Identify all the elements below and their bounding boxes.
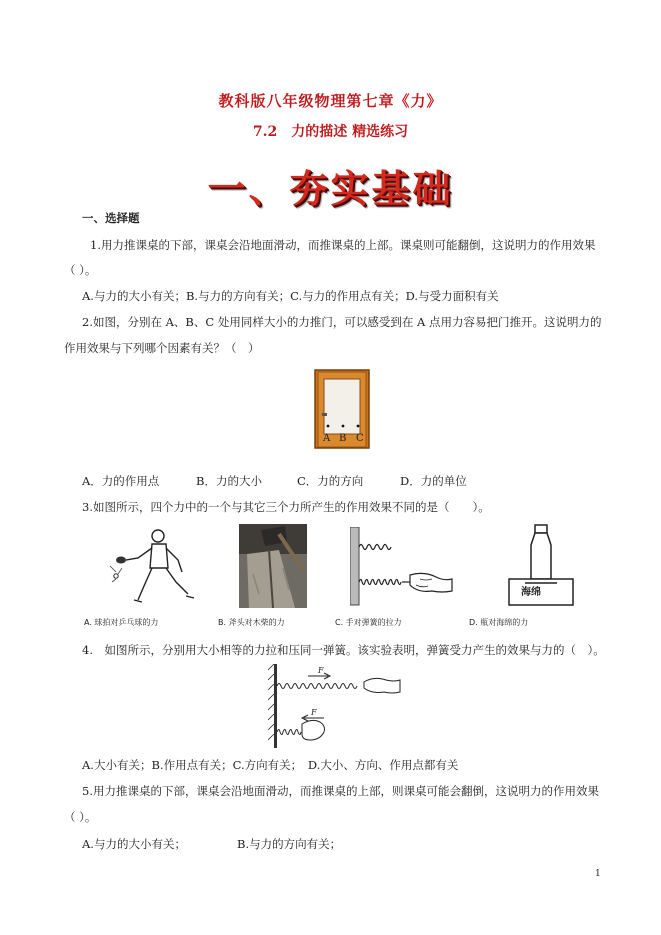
spring-stretched bbox=[359, 580, 401, 585]
force-label-top: F bbox=[318, 666, 324, 675]
q5-option-b: B.与力的方向有关； bbox=[237, 837, 342, 851]
axe-wood-photo bbox=[239, 524, 307, 608]
hand-icon bbox=[410, 573, 452, 592]
document-subtitle: 7.2 力的描述 精选练习 bbox=[252, 124, 409, 140]
q1-options: A.与力的大小有关；B.与力的方向有关；C.与力的作用点有关；D.与受力面积有关 bbox=[82, 289, 499, 303]
q3-line1: 3.如图所示，四个力中的一个与其它三个力所产生的作用效果不同的是（ ）。 bbox=[82, 500, 490, 514]
q3-caption-b: B. 斧头对木柴的力 bbox=[218, 618, 285, 627]
point-c bbox=[357, 425, 360, 428]
q3-caption-d: D. 瓶对海绵的力 bbox=[469, 618, 529, 627]
spring-push-pull-figure bbox=[268, 664, 408, 748]
section-banner: 一、夯实基础 bbox=[207, 167, 454, 211]
q5-line1: 5.用力推课桌的下部，课桌会沿地面滑动，而推课桌的上部，则课桌可能会翻倒，这说明力的作用效果 bbox=[82, 784, 599, 798]
ping-pong-figure bbox=[108, 524, 198, 608]
q4-line1: 4. 如图所示，分别用大小相等的力拉和压同一弹簧。该实验表明，弹簧受力产生的效果与力的（ ）。 bbox=[82, 643, 605, 657]
door-label-b: B bbox=[339, 433, 347, 444]
door-handle bbox=[322, 413, 327, 416]
q1-line2: （ ）。 bbox=[64, 263, 97, 277]
document-title: 教科版八年级物理第七章《力》 bbox=[218, 92, 443, 110]
door-label-a: A bbox=[323, 433, 331, 444]
ball-icon bbox=[114, 574, 118, 578]
paddle-icon bbox=[116, 557, 126, 564]
door-label-c: C bbox=[356, 433, 364, 444]
pulling-hand-icon bbox=[364, 678, 400, 693]
sponge-label: 海绵 bbox=[521, 587, 541, 598]
page-number: 1 bbox=[595, 869, 601, 879]
q2-option-c: C．力的方向 bbox=[297, 474, 364, 488]
q4-options: A.大小有关；B.作用点有关；C.方向有关； D.大小、方向、作用点都有关 bbox=[82, 758, 459, 772]
q5-option-a: A.与力的大小有关； bbox=[82, 837, 186, 851]
q3-caption-a: A. 球拍对乒乓球的力 bbox=[84, 618, 159, 627]
spring-compressed bbox=[277, 730, 301, 735]
q2-line1: 2.如图，分别在 A、B、C 处用同样大小的力推门，可以感受到在 A 点用力容易把门推开。这说明力的 bbox=[82, 315, 602, 329]
q3-caption-c: C. 手对弹簧的拉力 bbox=[335, 618, 402, 627]
force-label-bottom: F bbox=[311, 708, 317, 717]
q2-option-a: A．力的作用点 bbox=[82, 474, 160, 488]
spring-pull-figure bbox=[350, 527, 460, 607]
pushing-hand-icon bbox=[302, 720, 325, 740]
spring-stretched bbox=[277, 684, 357, 689]
spring-relaxed bbox=[359, 545, 391, 550]
q5-line2: （ ）。 bbox=[64, 810, 97, 824]
point-b bbox=[342, 425, 345, 428]
bottle-sponge-figure bbox=[505, 523, 577, 609]
q2-option-d: D．力的单位 bbox=[400, 474, 467, 488]
q1-line1: 1.用力推课桌的下部，课桌会沿地面滑动，而推课桌的上部。课桌则可能翻倒，这说明力的作用效果 bbox=[90, 238, 596, 252]
q2-option-b: B．力的大小 bbox=[196, 474, 262, 488]
point-a bbox=[327, 425, 330, 428]
section-heading: 一、选择题 bbox=[82, 211, 140, 225]
q2-line2: 作用效果与下列哪个因素有关？（ ） bbox=[64, 341, 260, 355]
